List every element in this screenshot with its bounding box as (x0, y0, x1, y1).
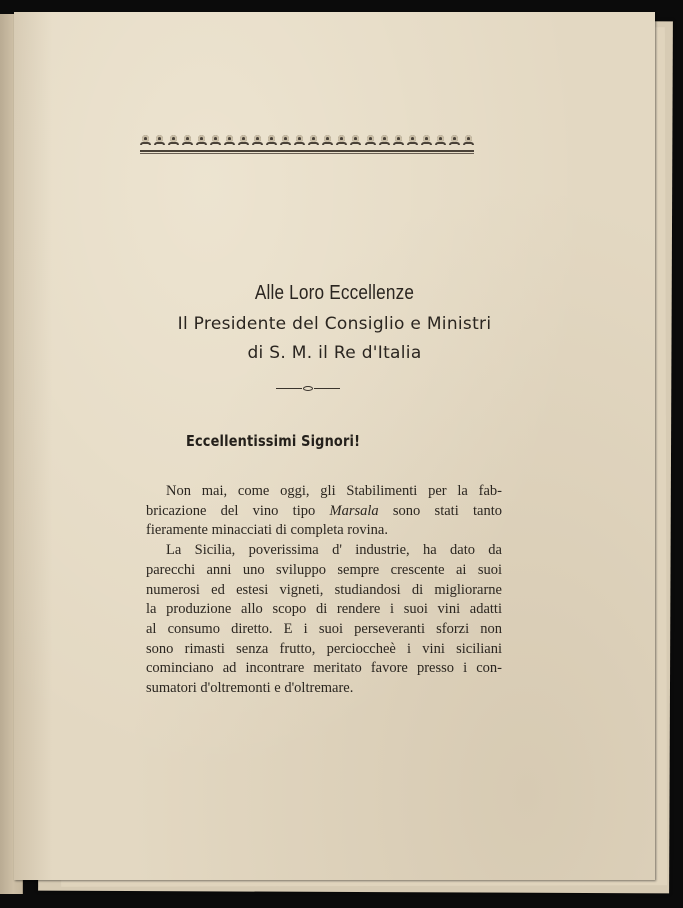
ornament-band (140, 134, 474, 154)
text-segment: bricazione del vino tipo (146, 502, 330, 519)
divider-knot (303, 386, 313, 391)
leaf-ornament-icon (336, 134, 347, 146)
leaf-ornament-icon (421, 134, 432, 146)
leaf-ornament-icon (294, 134, 305, 146)
ornament-row (140, 134, 474, 148)
paragraph-2 (146, 541, 502, 699)
leaf-ornament-icon (210, 134, 221, 146)
leaf-ornament-icon (168, 134, 179, 146)
leaf-ornament-icon (435, 134, 446, 146)
text-line: sono rimasti senza frutto, percioccheè i vini siciliani (146, 640, 502, 657)
leaf-ornament-icon (280, 134, 291, 146)
text-line: sumatori d'oltremonti e d'oltremare. (146, 680, 354, 697)
text-line (146, 502, 502, 522)
leaf-ornament-icon (196, 134, 207, 146)
letter-body (146, 482, 502, 699)
leaf-ornament-icon (379, 134, 390, 146)
leaf-ornament-icon (140, 134, 151, 146)
leaf-ornament-icon (154, 134, 165, 146)
text-line: numerosi ed estesi vigneti, studiandosi di migliorarne (146, 581, 502, 598)
leaf-ornament-icon (449, 134, 460, 146)
heading-line-1: Alle Loro Eccellenze (254, 282, 415, 304)
emphasis-marsala: Marsala (329, 502, 379, 519)
text-segment: sono stati tanto (378, 502, 502, 519)
leaf-ornament-icon (407, 134, 418, 146)
heading-line-2: Il Presidente del Consiglio e Ministri (177, 314, 492, 334)
text-line: fieramente minacciati di completa rovina. (146, 522, 388, 539)
leaf-ornament-icon (252, 134, 263, 146)
leaf-ornament-icon (322, 134, 333, 146)
leaf-ornament-icon (182, 134, 193, 146)
divider-line (314, 388, 340, 389)
ornament-rule (140, 150, 474, 152)
leaf-ornament-icon (393, 134, 404, 146)
paragraph-1 (146, 482, 502, 541)
ornamental-divider (276, 387, 340, 391)
document-page (14, 12, 655, 880)
salutation: Eccellentissimi Signori! (186, 432, 361, 450)
leaf-ornament-icon (350, 134, 361, 146)
heading-line-3: di S. M. il Re d'Italia (247, 343, 422, 363)
leaf-ornament-icon (365, 134, 376, 146)
text-line: parecchi anni uno sviluppo sempre crescente ai suoi (146, 561, 502, 578)
text-line: al consumo diretto. E i suoi perseveranti sforzi non (146, 620, 502, 637)
leaf-ornament-icon (238, 134, 249, 146)
text-line: cominciano ad incontrare meritato favore presso i con- (146, 660, 502, 677)
ornament-rule (140, 153, 474, 154)
text-line: Non mai, come oggi, gli Stabilimenti per la fab- (166, 483, 502, 499)
text-line: La Sicilia, poverissima d' industrie, ha dato da (166, 542, 502, 559)
leaf-ornament-icon (266, 134, 277, 146)
leaf-ornament-icon (224, 134, 235, 146)
divider-line (276, 388, 302, 389)
text-line: la produzione allo scopo di rendere i suoi vini adatti (146, 601, 502, 618)
leaf-ornament-icon (308, 134, 319, 146)
leaf-ornament-icon (463, 134, 474, 146)
